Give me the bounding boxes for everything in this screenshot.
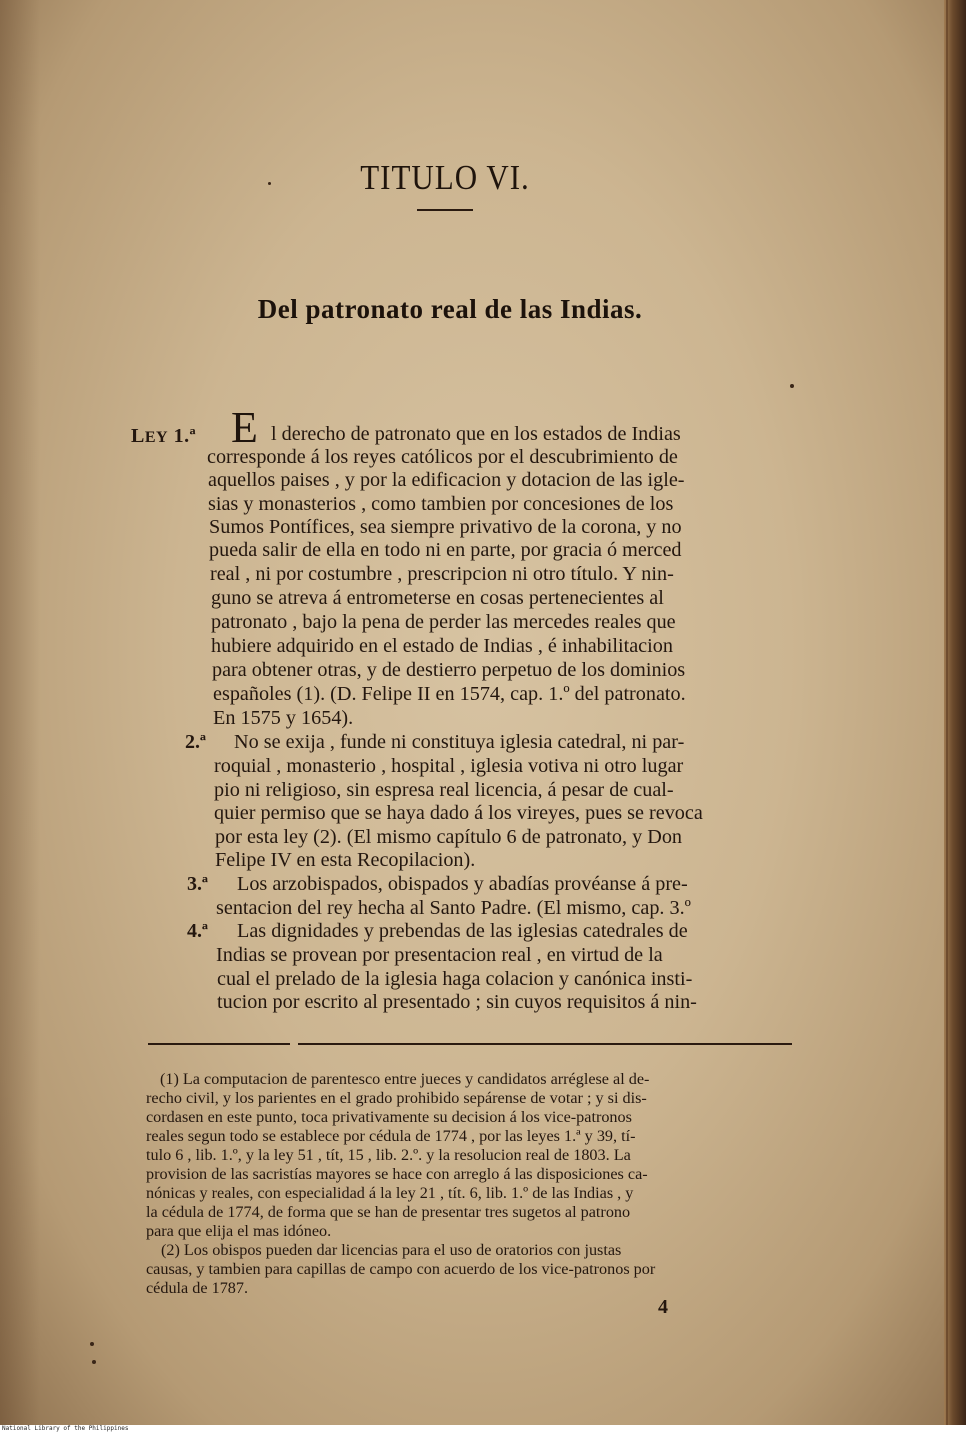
footnote-2-line: cédula de 1787. — [146, 1279, 249, 1297]
footnote-1-line: reales segun todo se establece por cédula de 1774 , por las leyes 1.ª y 39, tí- — [146, 1127, 636, 1145]
ley-2-line: No se exija , funde ni constituya iglesia catedral, ni par- — [234, 731, 685, 753]
footnote-1-line: provision de las sacristías mayores se hace con arreglo á las disposiciones ca- — [146, 1165, 648, 1183]
ley-1-line: l derecho de patronato que en los estados de Indias — [271, 423, 681, 445]
page-subtitle: Del patronato real de las Indias. — [257, 294, 643, 324]
library-watermark: National Library of the Philippines — [2, 1425, 129, 1432]
ley-label — [131, 425, 196, 448]
footnote-1-line: para que elija el mas idóneo. — [146, 1222, 332, 1240]
ley-4-line: cual el prelado de la iglesia haga colacion y canónica insti- — [217, 968, 693, 990]
ley-1-line: real , ni por costumbre , prescripcion ni otro título. Y nin- — [210, 563, 674, 585]
ley-1-line: hubiere adquirido en el estado de Indias , é inhabilitacion — [211, 635, 673, 657]
ley-1-line: guno se atreva á entrometerse en cosas pertenecientes al — [211, 587, 664, 609]
paper-speck — [90, 1342, 94, 1346]
paper-speck — [92, 1360, 96, 1364]
ley-2-line: pio ni religioso, sin espresa real licencia, á pesar de cual- — [214, 779, 674, 801]
scan-footer-strip — [0, 1425, 966, 1433]
ley-1-line: aquellos paises , y por la edificacion y dotacion de las igle- — [208, 469, 685, 491]
page-number: 4 — [658, 1296, 668, 1318]
footnote-2-line: causas, y tambien para capillas de campo con acuerdo de los vice-patronos por — [146, 1260, 656, 1278]
ley-1-line: para obtener otras, y de destierro perpetuo de los dominios — [212, 659, 686, 681]
ley-1-line: sias y monasterios , como tambien por concesiones de los — [208, 493, 674, 515]
ley-4-line: tucion por escrito al presentado ; sin cuyos requisitos á nin- — [217, 991, 697, 1013]
ley-1-line: corresponde á los reyes católicos por el descubrimiento de — [207, 446, 678, 468]
page-title: TITULO VI. — [360, 157, 530, 198]
drop-cap: E — [231, 403, 258, 452]
paper-speck — [790, 384, 794, 388]
ley-2-number: 2.ª — [185, 731, 206, 753]
page-edge-line — [946, 0, 948, 1425]
ley-1-line: pueda salir de ella en todo ni en parte, por gracia ó merced — [209, 539, 682, 561]
ley-4-line: Las dignidades y prebendas de las iglesias catedrales de — [237, 920, 688, 942]
ley-3-line: Los arzobispados, obispados y abadías provéanse á pre- — [237, 873, 688, 895]
footnote-rule-right — [298, 1043, 792, 1045]
ley-2-line: roquial , monasterio , hospital , iglesia votiva ni otro lugar — [214, 755, 684, 777]
ley-1-line: españoles (1). (D. Felipe II en 1574, cap. 1.º del patronato. — [213, 683, 686, 705]
ley-3-line: sentacion del rey hecha al Santo Padre. (El mismo, cap. 3.º — [216, 897, 691, 919]
page-gutter-shadow — [0, 0, 40, 1425]
ley-2-line: quier permiso que se haya dado á los vireyes, pues se revoca — [214, 802, 703, 824]
footnote-1-line: cordasen en este punto, toca privativamente su decision á los vice-patronos — [146, 1108, 632, 1126]
footnote-2-line: (2) Los obispos pueden dar licencias para el uso de oratorios con justas — [161, 1241, 622, 1259]
ley-2-line: por esta ley (2). (El mismo capítulo 6 de patronato, y Don — [215, 826, 683, 848]
footnote-1-line: tulo 6 , lib. 1.º, y la ley 51 , tít, 15 , lib. 2.º. y la resolucion real de 1803. La — [146, 1146, 631, 1164]
ley-1-line: En 1575 y 1654). — [213, 707, 354, 729]
title-rule — [417, 209, 473, 211]
footnote-rule-left — [148, 1043, 290, 1045]
ley-4-line: Indias se provean por presentacion real , en virtud de la — [216, 944, 663, 966]
ley-1-number: 1.ª — [173, 425, 197, 447]
footnote-1-line: (1) La computacion de parentesco entre jueces y candidatos arréglese al de- — [160, 1070, 650, 1088]
ley-label-small: EY — [144, 429, 169, 446]
ley-1-line: patronato , bajo la pena de perder las mercedes reales que — [211, 611, 676, 633]
ley-label-prefix: L — [131, 425, 145, 447]
ley-4-number: 4.ª — [187, 920, 208, 942]
ley-3-number: 3.ª — [187, 873, 208, 895]
footnote-1-line: nónicas y reales, con especialidad á la ley 21 , tít. 6, lib. 1.º de las Indias , y — [146, 1184, 634, 1202]
footnote-1-line: la cédula de 1774, de forma que se han de presentar tres sugetos al patrono — [146, 1203, 631, 1221]
ley-1-line: Sumos Pontífices, sea siempre privativo de la corona, y no — [209, 516, 682, 538]
footnote-1-line: recho civil, y los parientes en el grado prohibido sepárense de votar ; y si dis- — [146, 1089, 647, 1107]
paper-speck — [268, 182, 271, 185]
ley-2-line: Felipe IV en esta Recopilacion). — [215, 849, 476, 871]
